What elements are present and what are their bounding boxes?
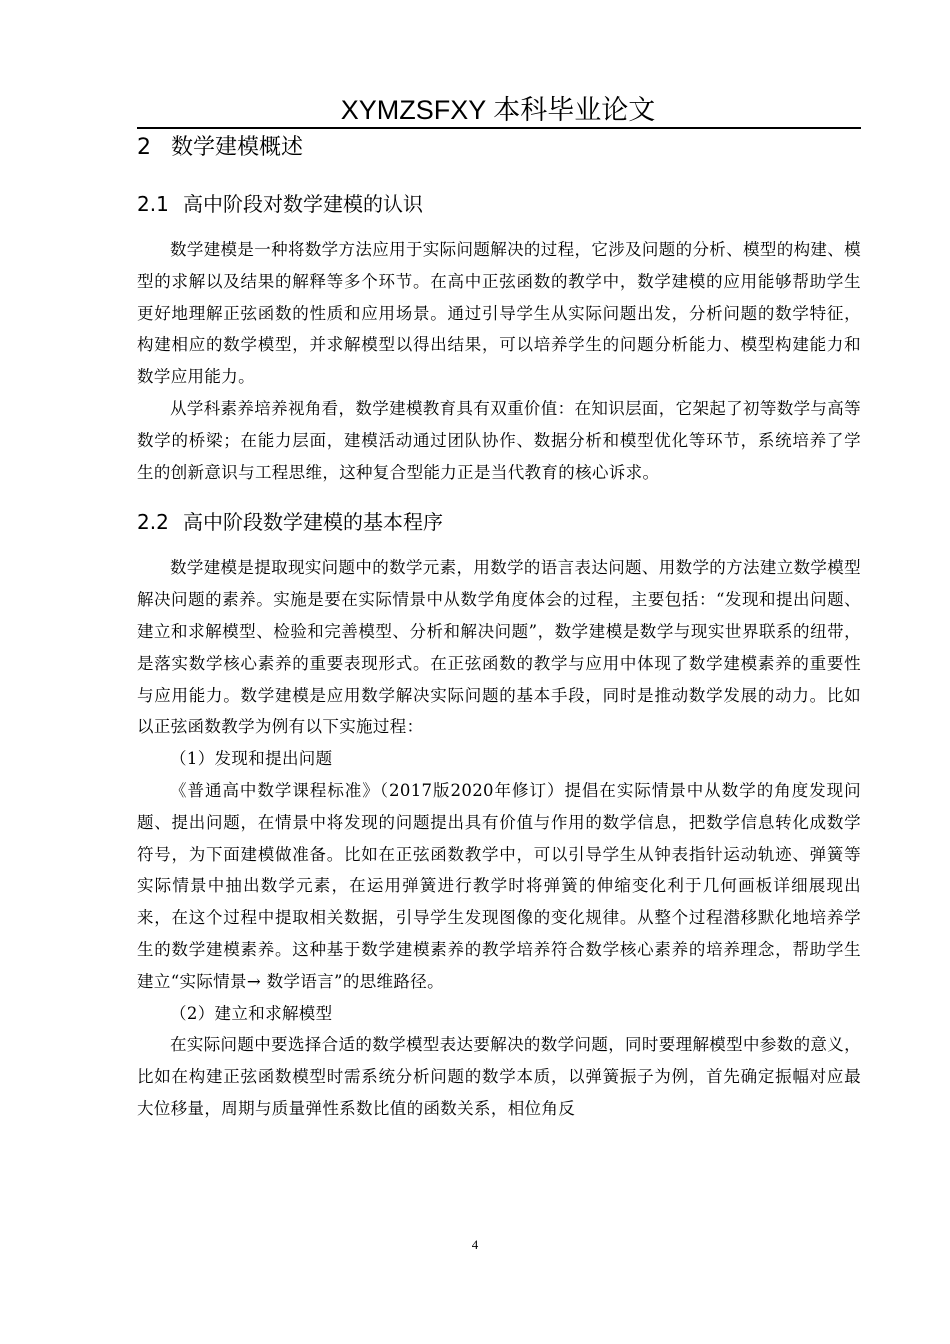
- page-content: [137, 130, 861, 1125]
- chapter-heading: [137, 130, 861, 170]
- section-number: 2.2: [137, 510, 169, 535]
- paragraph: 数学建模是一种将数学方法应用于实际问题解决的过程，它涉及问题的分析、模型的构建、模型的求解以及结果的解释等多个环节。在高中正弦函数的教学中，数学建模的应用能够帮助学生更好地理解正弦函数的性质和应用场景。通过引导学生从实际问题出发，分析问题的数学特征，构建相应的数学模型，并求解模型以得出结果，可以培养学生的问题分析能力、模型构建能力和数学应用能力。: [137, 240, 861, 387]
- paragraph: 数学建模是提取现实问题中的数学元素，用数学的语言表达问题、用数学的方法建立数学模型解决问题的素养。实施是要在实际情景中从数学角度体会的过程，主要包括：“发现和提出问题、建立和求解模型、检验和完善模型、分析和解决问题”，数学建模是数学与现实世界联系的纽带，是落实数学核心素养的重要表现形式。在正弦函数的教学与应用中体现了数学建模素养的重要性与应用能力。数学建模是应用数学解决实际问题的基本手段，同时是推动数学发展的动力。比如以正弦函数教学为例有以下实施过程：: [137, 558, 861, 737]
- section-title: 高中阶段对数学建模的认识: [183, 192, 423, 216]
- section-title: 高中阶段数学建模的基本程序: [183, 510, 443, 535]
- chapter-title: 数学建模概述: [171, 135, 304, 160]
- section-heading: [137, 504, 861, 540]
- paragraph: 在实际问题中要选择合适的数学模型表达要解决的数学问题，同时要理解模型中参数的意义，比如在构建正弦函数模型时需系统分析问题的数学本质，以弹簧振子为例，首先确定振幅对应最大位移量，周期与质量弹性系数比值的函数关系，相位角反: [137, 1035, 861, 1118]
- paragraph: 《普通高中数学课程标准》（2017版2020年修订）提倡在实际情景中从数学的角度发现问题、提出问题，在情景中将发现的问题提出具有价值与作用的数学信息，把数学信息转化成数学符号，为下面建模做准备。比如在正弦函数教学中，可以引导学生从钟表指针运动轨迹、弹簧等实际情景中抽出数学元素，在运用弹簧进行教学时将弹簧的伸缩变化利于几何画板详细展现出来，在这个过程中提取相关数据，引导学生发现图像的变化规律。从整个过程潜移默化地培养学生的数学建模素养。这种基于数学建模素养的教学培养符合数学核心素养的培养理念，帮助学生建立“实际情景→ 数学语言”的思维路径。: [137, 780, 861, 991]
- page-number: 4: [471, 1237, 479, 1252]
- section-number: 2.1: [137, 192, 169, 216]
- list-heading: （2）建立和求解模型: [170, 1003, 333, 1023]
- list-heading: （1）发现和提出问题: [170, 749, 333, 769]
- header-rule: [137, 127, 861, 129]
- chapter-number: 2: [137, 135, 151, 160]
- paragraph: 从学科素养培养视角看，数学建模教育具有双重价值：在知识层面，它架起了初等数学与高等数学的桥梁；在能力层面，建模活动通过团队协作、数据分析和模型优化等环节，系统培养了学生的创新意识与工程思维，这种复合型能力正是当代教育的核心诉求。: [137, 398, 861, 482]
- page-header: XYMZSFXY 本科毕业论文: [340, 95, 656, 125]
- section-heading: [137, 186, 861, 222]
